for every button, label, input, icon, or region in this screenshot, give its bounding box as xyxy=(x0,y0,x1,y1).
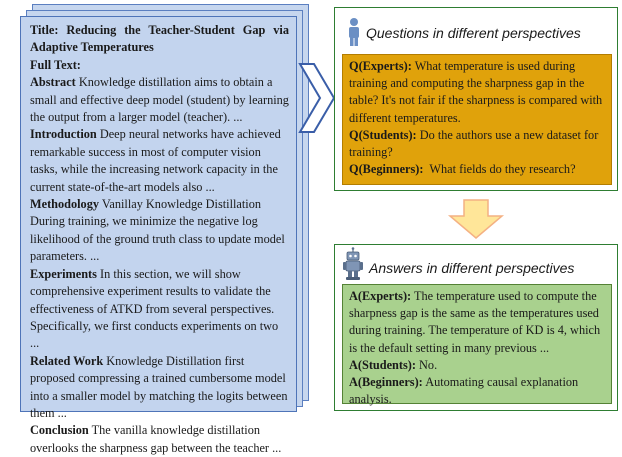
section-methodology xyxy=(30,196,289,266)
section-related-work xyxy=(30,353,289,423)
answer-label: A(Students): xyxy=(349,357,416,372)
paper-title-line2: Adaptive Temperatures xyxy=(30,40,154,55)
answer-students xyxy=(349,357,605,374)
section-experiments xyxy=(30,266,289,353)
section-text: Deep neural networks have achieved remarkable success in most of computer vision tasks, while the increasing network capacity in the current state-of-the-art models also ... xyxy=(30,127,281,194)
section-heading: Methodology xyxy=(30,197,99,212)
title-word: Teacher-Student xyxy=(148,23,235,37)
section-text: Knowledge distillation aims to obtain a small and effective deep model (student) by learning the output from a larger model (teacher). ... xyxy=(30,75,289,125)
title-word: via xyxy=(273,23,289,37)
question-text: What temperature is used during training and computing the sharpness gap in the table? It's not fair if the sharpness is compared with different temperatures. xyxy=(349,59,603,125)
section-text: Knowledge Distillation first proposed compressing a trained cumbersome model into a smaller model by matching the logits between them ... xyxy=(30,353,288,420)
section-text: The vanilla knowledge distillation overlooks the sharpness gap between the teacher ... xyxy=(30,423,282,455)
question-experts xyxy=(349,58,605,127)
question-beginners xyxy=(349,161,605,178)
answers-box xyxy=(342,284,612,407)
answer-text: The temperature used to compute the sharpness gap is the same as the temperatures used during training. The temperature of KD is 4, which is the default setting in many previous ... xyxy=(349,289,601,355)
answer-label: A(Experts): xyxy=(349,289,412,303)
paper-document xyxy=(20,16,297,455)
section-text: In this section, we will show comprehensive experiment results to validate the effectiveness of ATKD from several perspectives. Specifically, we first conducts experiments on two ... xyxy=(30,266,279,351)
question-students xyxy=(349,127,605,161)
robot-icon xyxy=(342,247,364,281)
section-text: Vanillay Knowledge Distillation During training, we minimize the negative log likelihood of the ground truth class to update model parameters. ... xyxy=(30,197,285,264)
title-word: Reducing xyxy=(66,23,117,37)
person-icon xyxy=(346,17,362,47)
down-arrow-icon xyxy=(447,198,505,240)
section-introduction xyxy=(30,126,289,196)
question-label: Q(Experts): xyxy=(349,59,412,73)
section-heading: Related Work xyxy=(30,353,104,368)
question-text: Do the authors use a new dataset for training? xyxy=(349,127,599,160)
title-word: the xyxy=(124,23,141,37)
question-label: Q(Students): xyxy=(349,127,417,142)
section-heading: Conclusion xyxy=(30,423,89,438)
answer-label: A(Beginners): xyxy=(349,375,423,390)
answer-text: Automating causal explanation analysis. xyxy=(349,375,579,407)
title-word: Gap xyxy=(242,23,266,37)
questions-box xyxy=(342,54,612,185)
answer-text: No. xyxy=(419,357,438,372)
section-heading: Introduction xyxy=(30,127,97,142)
title-label: Title: xyxy=(30,23,59,37)
paper-title-line1 xyxy=(30,22,289,39)
answer-beginners xyxy=(349,374,605,408)
questions-title: Questions in different perspectives xyxy=(366,25,581,41)
full-text-label: Full Text: xyxy=(30,57,81,72)
question-label: Q(Beginners): xyxy=(349,162,424,177)
question-text: What fields do they research? xyxy=(429,162,576,177)
right-arrow-icon xyxy=(298,62,336,134)
section-heading: Abstract xyxy=(30,75,76,90)
answers-title: Answers in different perspectives xyxy=(369,260,575,276)
answer-experts xyxy=(349,288,605,357)
section-conclusion xyxy=(30,422,289,457)
section-abstract xyxy=(30,74,289,126)
section-heading: Experiments xyxy=(30,266,97,281)
